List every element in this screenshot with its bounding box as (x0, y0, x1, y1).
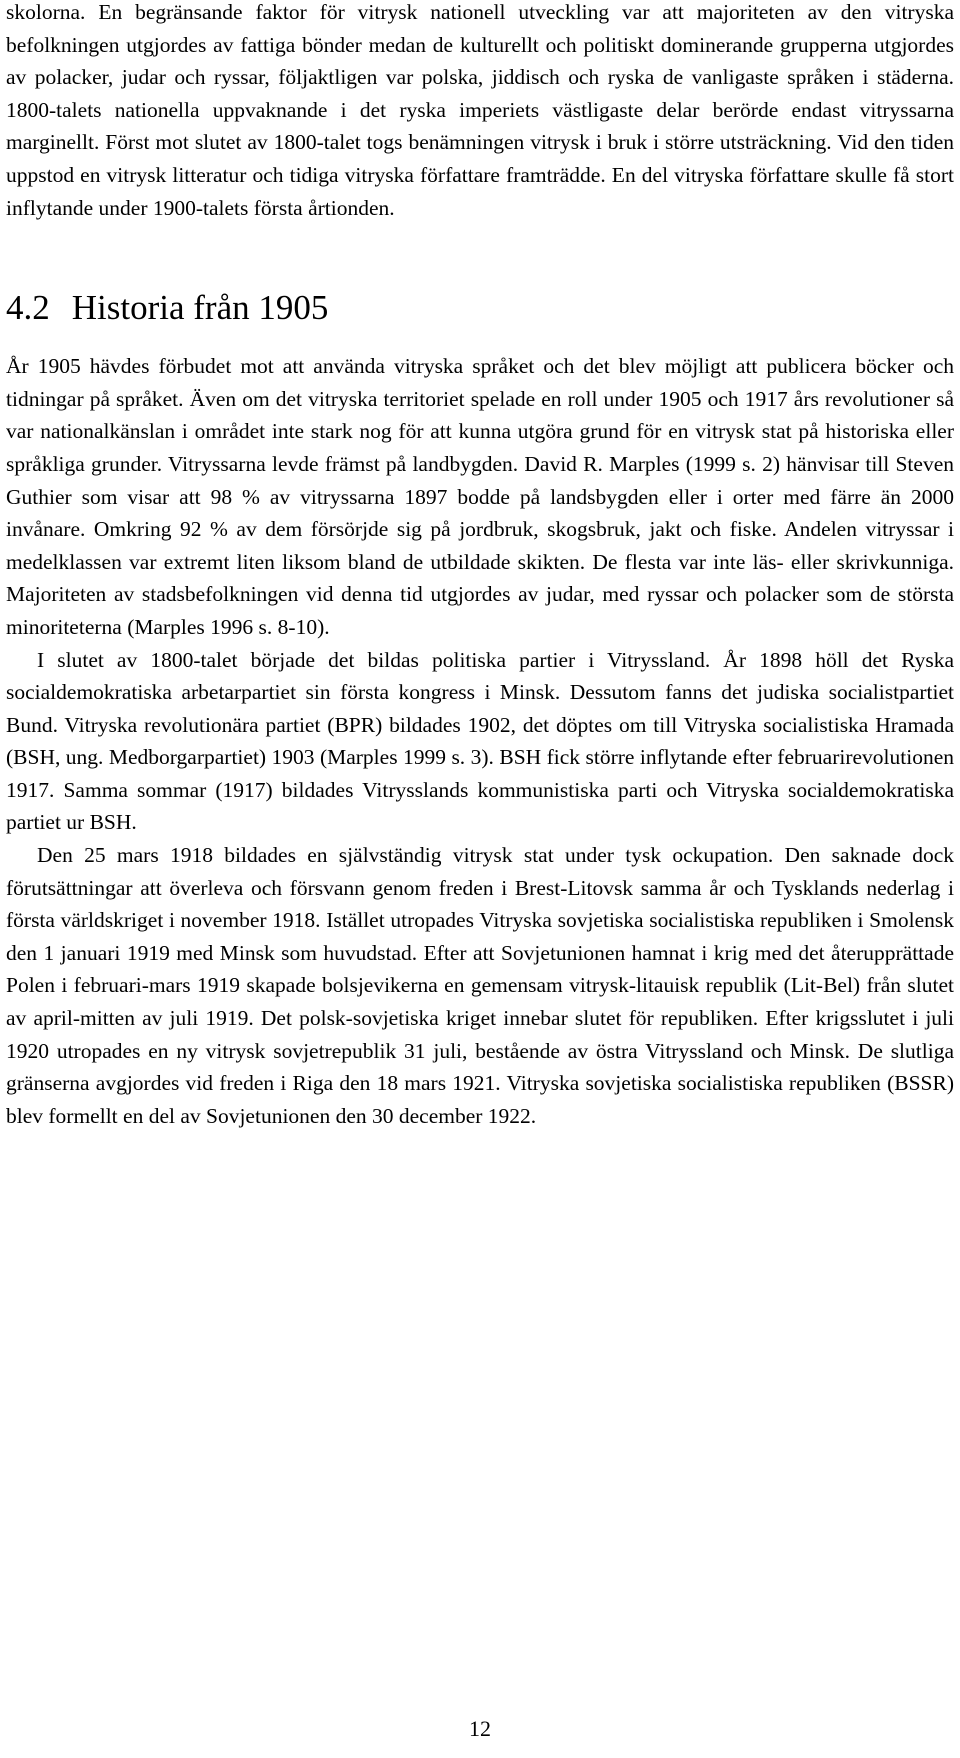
body-paragraph: År 1905 hävdes förbudet mot att använda vitryska språket och det blev möjligt att publicera böcker och tidningar på språket. Även om det vitryska territoriet spelade en roll under 1905 och 1917 års revolutioner så var nationalkänslan i området inte stark nog för att kunna utgöra grund för en vitrysk stat på historiska eller språkliga grunder. Vitryssarna levde främst på landbygden. David R. Marples (1999 s. 2) hänvisar till Steven Guthier som visar att 98 % av vitryssarna 1897 bodde på landsbygden eller i orter med färre än 2000 invånare. Omkring 92 % av dem försörjde sig på jordbruk, skogsbruk, jakt och fiske. Andelen vitryssar i medelklassen var extremt liten liksom bland de utbildade skikten. De flesta var inte läs- eller skrivkunniga. Majoriteten av stadsbefolkningen vid denna tid utgjordes av judar, med ryssar och polacker som de största minoriteterna (Marples 1996 s. 8-10). (6, 354, 954, 639)
body-paragraph: Den 25 mars 1918 bildades en självständig vitrysk stat under tysk ockupation. Den saknade dock förutsättningar att överleva och försvann genom freden i Brest-Litovsk samma år och Tysklands nederlag i första världskriget i november 1918. Istället utropades Vitryska sovjetiska socialistiska republiken i Smolensk den 1 januari 1919 med Minsk som huvudstad. Efter att Sovjetunionen hamnat i krig med det återupprättade Polen i februari-mars 1919 skapade bolsjevikerna en gemensam vitrysk-litauisk republik (Lit-Bel) från slutet av april-mitten av juli 1919. Det polsk-sovjetiska kriget innebar slutet för republiken. Efter krigsslutet i juli 1920 utropades en ny vitrysk sovjetrepublik 31 juli, bestående av östra Vitryssland och Minsk. De slutliga gränserna avgjordes vid freden i Riga den 18 mars 1921. Vitryska sovjetiska socialistiska republiken (BSSR) blev formellt en del av Sovjetunionen den 30 december 1922. (6, 843, 954, 1128)
document-page (6, 0, 954, 1132)
body-paragraph: I slutet av 1800-talet började det bildas politiska partier i Vitryssland. År 1898 höll det Ryska socialdemokratiska arbetarpartiet sin första kongress i Minsk. Dessutom fanns det judiska socialistpartiet Bund. Vitryska revolutionära partiet (BPR) bildades 1902, det döptes om till Vitryska socialistiska Hramada (BSH, ung. Medborgarpartiet) 1903 (Marples 1999 s. 3). BSH fick större inflytande efter februarirevolutionen 1917. Samma sommar (1917) bildades Vitrysslands kommunistiska parti och Vitryska socialdemokratiska partiet ur BSH. (6, 647, 954, 835)
intro-paragraph: skolorna. En begränsande faktor för vitrysk nationell utveckling var att majoriteten av den vitryska befolkningen utgjordes av fattiga bönder medan de kulturellt och politiskt dominerande grupperna utgjordes av polacker, judar och ryssar, följaktligen var polska, jiddisch och ryska de vanligaste språken i städerna. 1800-talets nationella uppvaknande i det ryska imperiets västligaste delar berörde endast vitryssarna marginellt. Först mot slutet av 1800-talet togs benämningen vitrysk i bruk i större utsträckning. Vid den tiden uppstod en vitrysk litteratur och tidiga vitryska författare framträdde. En del vitryska författare skulle få stort inflytande under 1900-talets första årtionden. (6, 0, 954, 220)
section-number: 4.2 (6, 288, 50, 328)
section-heading (6, 286, 954, 330)
section-title: Historia från 1905 (71, 288, 329, 328)
page-number: 12 (469, 1716, 491, 1741)
